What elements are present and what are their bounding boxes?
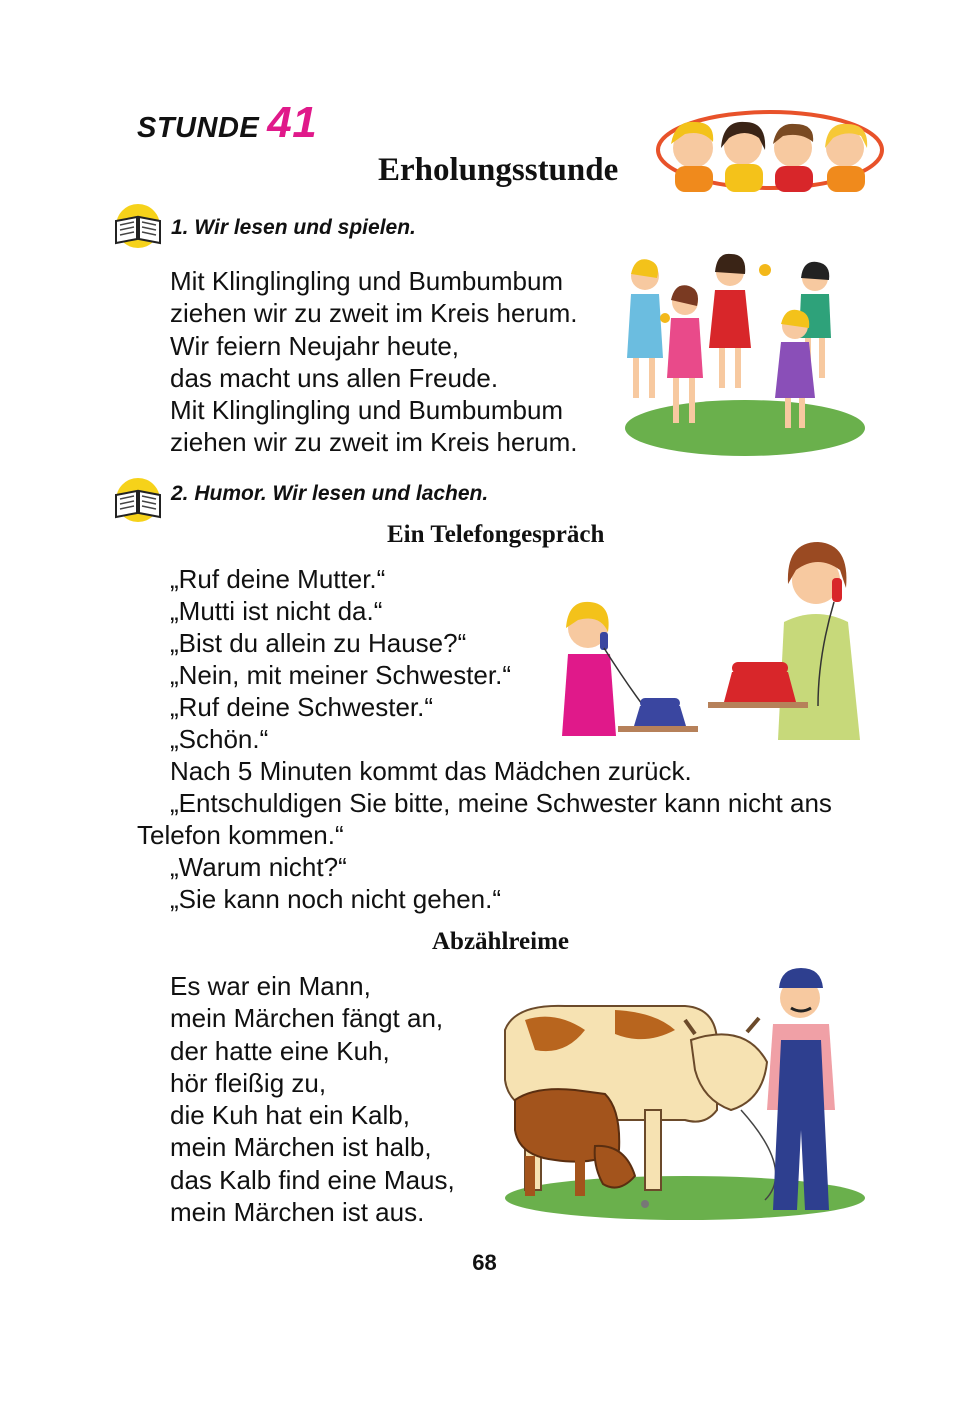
poem-line: ziehen wir zu zweit im Kreis herum. (170, 298, 578, 329)
farmer (767, 968, 835, 1210)
child-face-1 (671, 122, 713, 192)
dialogue-line: „Nein, mit meiner Schwester.“ (170, 660, 511, 690)
rhyme-line: die Kuh hat ein Kalb, (170, 1100, 410, 1131)
poem-line: das macht uns allen Freude. (170, 362, 499, 393)
child-face-2 (721, 122, 765, 192)
rhyme-line: mein Märchen ist halb, (170, 1132, 432, 1163)
dialogue-line: „Mutti ist nicht da.“ (170, 596, 383, 626)
child-red-dress (709, 254, 751, 388)
lesson-number: 41 (267, 98, 318, 147)
dialogue-line: „Ruf deine Schwester.“ (170, 692, 434, 722)
dialogue-line: Nach 5 Minuten kommt das Mädchen zurück. (170, 756, 692, 786)
child-blonde-blue (627, 259, 663, 398)
dialogue-line: Telefon kommen.“ (137, 820, 344, 850)
poem-line: Mit Klinglingling und Bumbumbum (170, 395, 564, 426)
dialogue-line: „Ruf deine Mutter.“ (170, 564, 386, 594)
rhyme-line: mein Märchen ist aus. (170, 1197, 425, 1228)
page-number: 68 (472, 1250, 497, 1275)
child-face-4 (825, 124, 867, 192)
poem-line: Mit Klinglingling und Bumbumbum (170, 266, 564, 296)
rhyme-line: der hatte eine Kuh, (170, 1035, 390, 1066)
section-2-heading: 2. Humor. Wir lesen und lachen. (171, 482, 489, 505)
rhyme (170, 970, 455, 1228)
section-1-heading: 1. Wir lesen und spielen. (171, 216, 416, 239)
dancing-children-illustration (605, 248, 870, 463)
poem-line: Wir feiern Neujahr heute, (170, 330, 460, 361)
lesson-label (137, 98, 317, 148)
book-icon (110, 477, 166, 523)
child-face-3 (773, 124, 813, 192)
dialogue-line: „Entschuldigen Sie bitte, meine Schwester kann nicht ans (170, 788, 832, 818)
mouse (641, 1200, 649, 1208)
story-title: Ein Telefongespräch (387, 521, 605, 548)
children-faces-illustration (655, 108, 885, 194)
poem-1 (170, 265, 577, 459)
book-icon (110, 203, 166, 249)
cow-farmer-illustration (495, 960, 880, 1225)
red-telephone (724, 662, 796, 702)
woman-on-phone (778, 542, 860, 740)
page-title: Erholungsstunde (378, 152, 619, 188)
dialogue-line: „Sie kann noch nicht gehen.“ (170, 884, 501, 914)
rhyme-line: Es war ein Mann, (170, 971, 371, 1001)
dialogue-line: „Warum nicht?“ (170, 852, 347, 882)
lesson-label-text: STUNDE (137, 112, 260, 144)
girl-on-phone (562, 602, 616, 736)
telephone-illustration (548, 536, 888, 740)
rhyme-line: das Kalb find eine Maus, (170, 1164, 455, 1195)
poem-line: ziehen wir zu zweit im Kreis herum. (170, 427, 578, 458)
dialogue-line: „Bist du allein zu Hause?“ (170, 628, 467, 658)
blue-telephone (634, 698, 686, 726)
rhyme-line: mein Märchen fängt an, (170, 1003, 444, 1034)
rhyme-title: Abzählreime (432, 928, 570, 955)
dialogue-line: „Schön.“ (170, 724, 269, 754)
rhyme-line: hör fleißig zu, (170, 1067, 327, 1098)
